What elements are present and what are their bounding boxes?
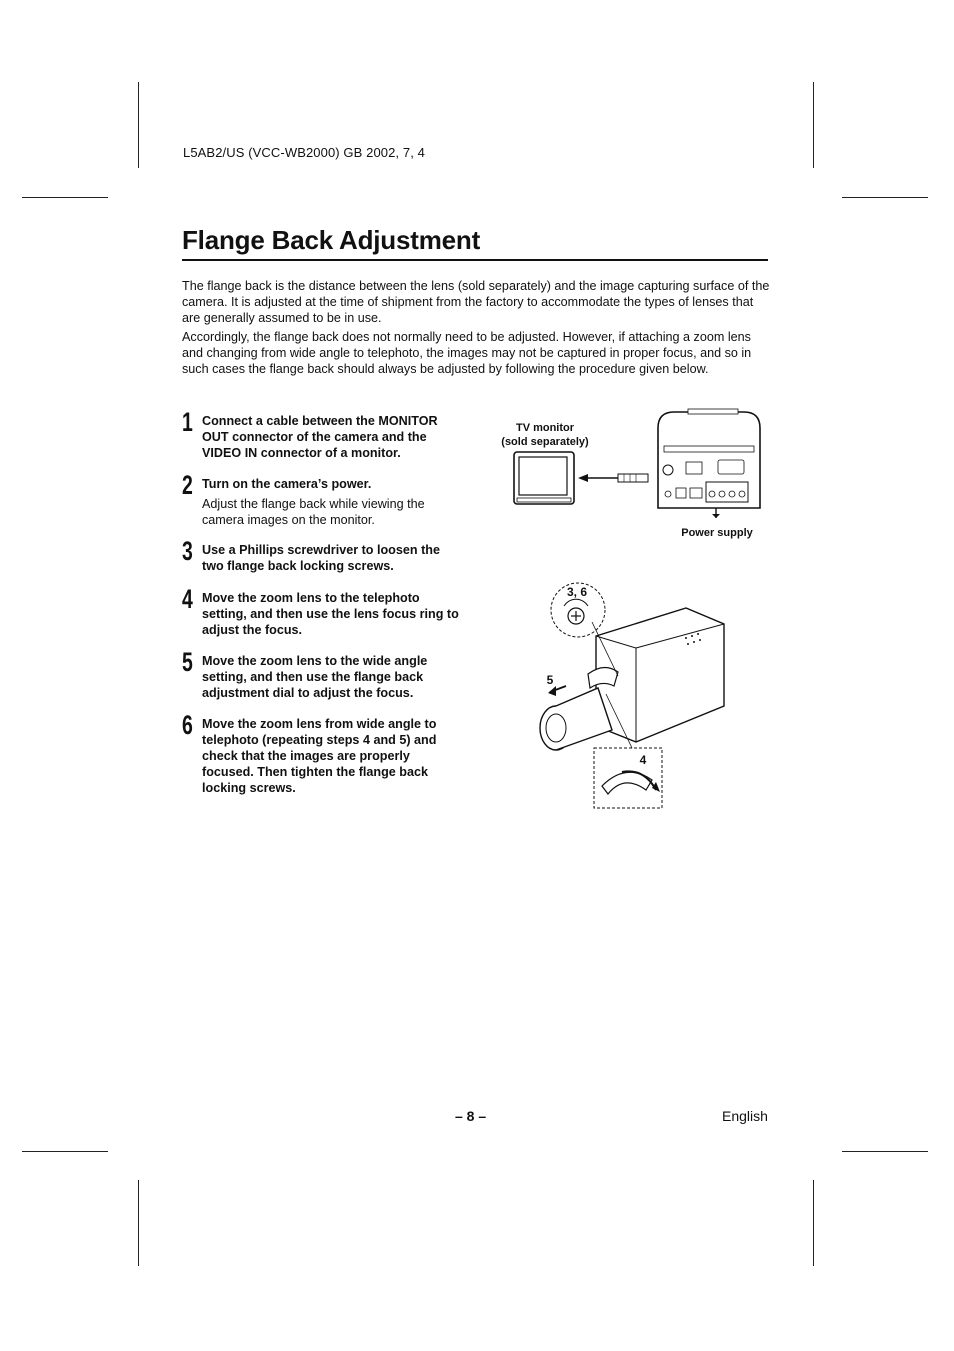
crop-mark	[138, 1180, 139, 1266]
step-number: 6	[182, 710, 193, 740]
step-text: Use a Phillips screwdriver to loosen the two flange back locking screws.	[202, 543, 440, 573]
tv-monitor-label-line2: (sold separately)	[501, 436, 589, 448]
step-5	[182, 647, 462, 701]
page-title: Flange Back Adjustment	[182, 225, 481, 255]
screw-callout-label: 3, 6	[566, 585, 587, 599]
dial-callout-label: 5	[546, 673, 554, 687]
crop-mark	[842, 197, 928, 198]
crop-mark	[813, 1180, 814, 1266]
document-code: L5AB2/US (VCC-WB2000) GB 2002, 7, 4	[183, 145, 425, 160]
language-label: English	[722, 1108, 768, 1124]
step-text: Turn on the camera’s power.	[202, 477, 372, 491]
page-number: – 8 –	[455, 1108, 487, 1124]
power-supply-label: Power supply	[681, 527, 753, 539]
step-text: Move the zoom lens from wide angle to telephoto (repeating steps 4 and 5) and check that the images are properly focused. Then tighten the flange back locking screws.	[202, 717, 437, 795]
camera-rear-illustration	[658, 409, 760, 508]
camera-adjustment-diagram	[526, 576, 726, 816]
tv-monitor-label-line1: TV monitor	[515, 422, 575, 434]
step-number: 3	[182, 536, 193, 566]
step-6	[182, 710, 462, 796]
step-4	[182, 584, 462, 638]
crop-mark	[138, 82, 139, 168]
step-text: Move the zoom lens to the telephoto setting, and then use the lens focus ring to adjust the focus.	[202, 591, 459, 637]
crop-mark	[22, 1151, 108, 1152]
intro-paragraph: Accordingly, the flange back does not normally need to be adjusted. However, if attaching a zoom lens and changing from wide angle to telephoto, the images may not be captured in proper focus, and so in such cases the flange back should always be adjusted by following the procedure given below.	[182, 330, 752, 376]
ring-callout-label: 4	[639, 753, 647, 767]
title-rule	[182, 259, 768, 261]
connection-diagram	[508, 408, 768, 518]
step-2	[182, 470, 462, 528]
step-number: 2	[182, 470, 193, 500]
tv-monitor-illustration	[514, 452, 574, 504]
step-number: 1	[182, 407, 193, 437]
intro-text	[182, 278, 772, 380]
step-3	[182, 536, 462, 574]
step-subtext: Adjust the flange back while viewing the camera images on the monitor.	[202, 497, 425, 527]
crop-mark	[842, 1151, 928, 1152]
intro-paragraph: The flange back is the distance between the lens (sold separately) and the image capturing surface of the camera. It is adjusted at the time of shipment from the factory to accommodate the types of lenses that are generally assumed to be in use.	[182, 279, 770, 325]
step-1	[182, 407, 462, 461]
crop-mark	[22, 197, 108, 198]
step-text: Move the zoom lens to the wide angle setting, and then use the flange back adjustment dial to adjust the focus.	[202, 654, 428, 700]
step-number: 4	[182, 584, 193, 614]
step-number: 5	[182, 647, 193, 677]
step-text: Connect a cable between the MONITOR OUT connector of the camera and the VIDEO IN connector of a monitor.	[202, 414, 438, 460]
crop-mark	[813, 82, 814, 168]
